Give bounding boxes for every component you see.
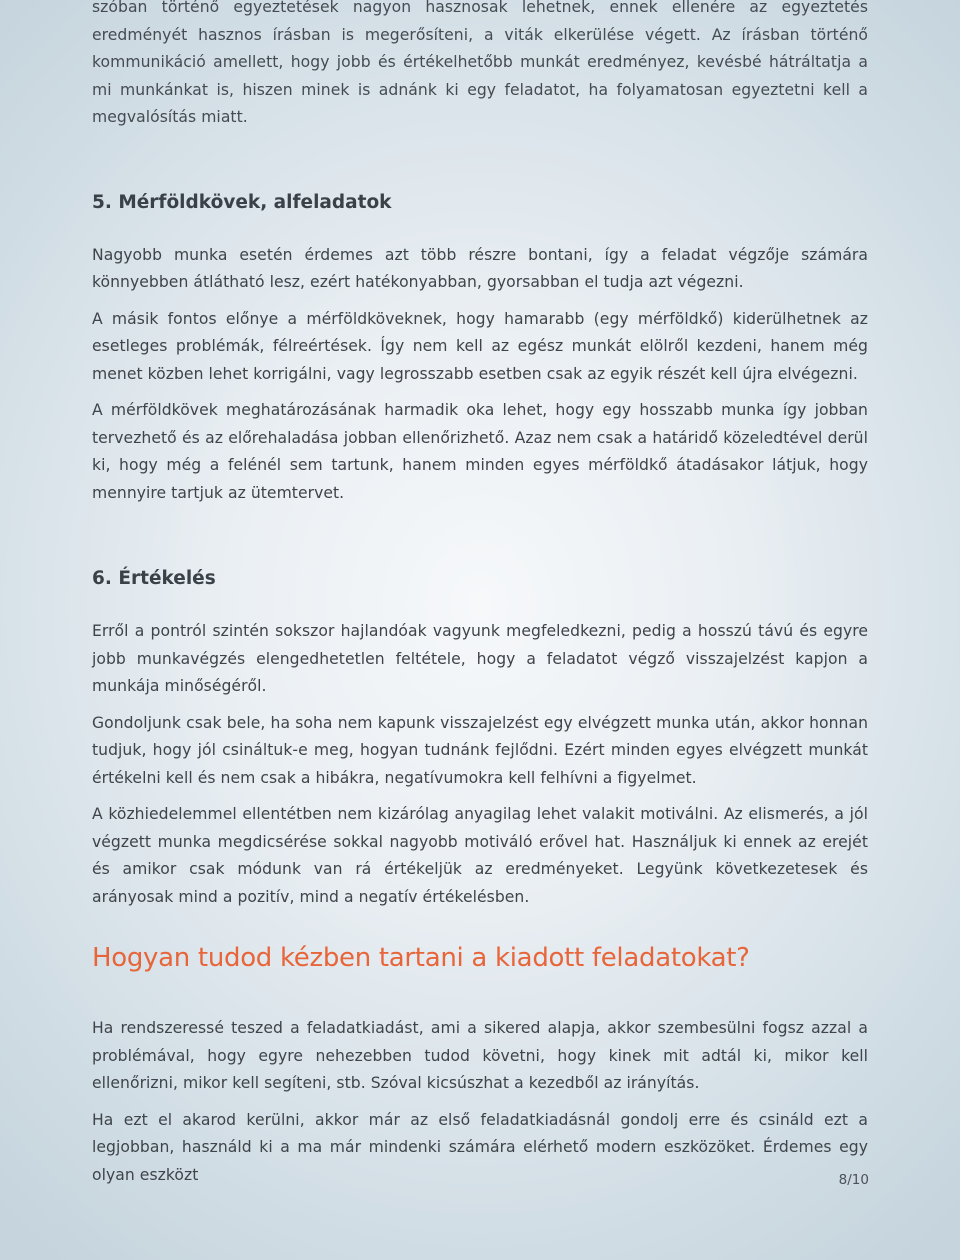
section-6-heading: 6. Értékelés xyxy=(92,568,216,589)
document-page xyxy=(92,0,868,1189)
intro-paragraph: szóban történő egyeztetések nagyon hasznosak lehetnek, ennek ellenére az egyeztetés eredményét hasznos írásban is megerősíteni, a viták elkerülése végett. Az írásban történő kommunikáció amellett, hogy jobb és értékelhetőbb munkát eredményez, kevésbé hátráltatja a mi munkánkat is, hiszen minek is adnánk ki egy feladatot, ha folyamatosan egyeztetni kell a megvalósítás miatt. xyxy=(92,0,868,126)
spacer xyxy=(92,593,868,618)
page-number: 8/10 xyxy=(838,1172,869,1188)
question-heading: Hogyan tudod kézben tartani a kiadott feladatokat? xyxy=(92,943,750,973)
section-6-paragraph-2: Gondoljunk csak bele, ha soha nem kapunk visszajelzést egy elvégzett munka után, akkor honnan tudjuk, hogy jól csináltuk-e meg, hogyan tudnánk fejlődni. Ezért minden egyes elvégzett munkát értékelni kell és nem csak a hibákra, negatívumokra kell felhívni a figyelmet. xyxy=(92,713,868,787)
section-5-paragraph-2: A másik fontos előnye a mérföldköveknek, hogy hamarabb (egy mérföldkő) kiderülhetnek az esetleges problémák, félreértések. Így nem kell az egész munkát elölről kezdeni, hanem még menet közben lehet korrigálni, vagy legrosszabb esetben csak az egyik részét kell újra elvégezni. xyxy=(92,309,868,383)
question-paragraph-1: Ha rendszeressé teszed a feladatkiadást, ami a sikered alapja, akkor szembesülni fogsz azzal a problémával, hogy egyre nehezebben tudod követni, hogy kinek mit adtál ki, mikor kell ellenőrizni, mikor kell segíteni, stb. Szóval kicsúszhat a kezedből az irányítás. xyxy=(92,1019,868,1092)
section-5-paragraph-1: Nagyobb munka esetén érdemes azt több részre bontani, így a feladat végzője számára könnyebben átlátható lesz, ezért hatékonyabban, gyorsabban el tudja azt végezni. xyxy=(92,245,868,291)
section-5-heading: 5. Mérföldkövek, alfeladatok xyxy=(92,191,392,213)
question-paragraph-2: Ha ezt el akarod kerülni, akkor már az első feladatkiadásnál gondolj erre és csináld ezt a legjobban, használd ki a ma már mindenki számára elérhető modern eszközöket. Érdemes egy olyan eszközt xyxy=(92,1110,868,1184)
spacer xyxy=(92,911,868,941)
spacer xyxy=(92,132,868,189)
section-6-paragraph-3: A közhiedelemmel ellentétben nem kizárólag anyagilag lehet valakit motiválni. Az elismerés, a jól végzett munka megdicsérése sokkal nagyobb motiváló erővel hat. Használjuk ki ennek az erejét és amikor csak módunk van rá értékeljük az eredményeket. Legyünk következetesek és arányosak mind a pozitív, mind a negatív értékelésben. xyxy=(92,805,868,906)
section-6-paragraph-1: Erről a pontról szintén sokszor hajlandóak vagyunk megfeledkezni, pedig a hosszú távú és egyre jobb munkavégzés elengedhetetlen feltétele, hogy a feladatot végző visszajelzést kapjon a munkája minőségéről. xyxy=(92,622,868,695)
spacer xyxy=(92,217,868,242)
spacer xyxy=(92,975,868,1015)
spacer xyxy=(92,507,868,565)
section-5-paragraph-3: A mérföldkövek meghatározásának harmadik oka lehet, hogy egy hosszabb munka így jobban tervezhető és az előrehaladása jobban ellenőrizhető. Azaz nem csak a határidő közeledtével derül ki, hogy még a felénél sem tartunk, hanem minden egyes mérföldkő átadásakor látjuk, hogy mennyire tartjuk az ütemtervet. xyxy=(92,401,868,502)
